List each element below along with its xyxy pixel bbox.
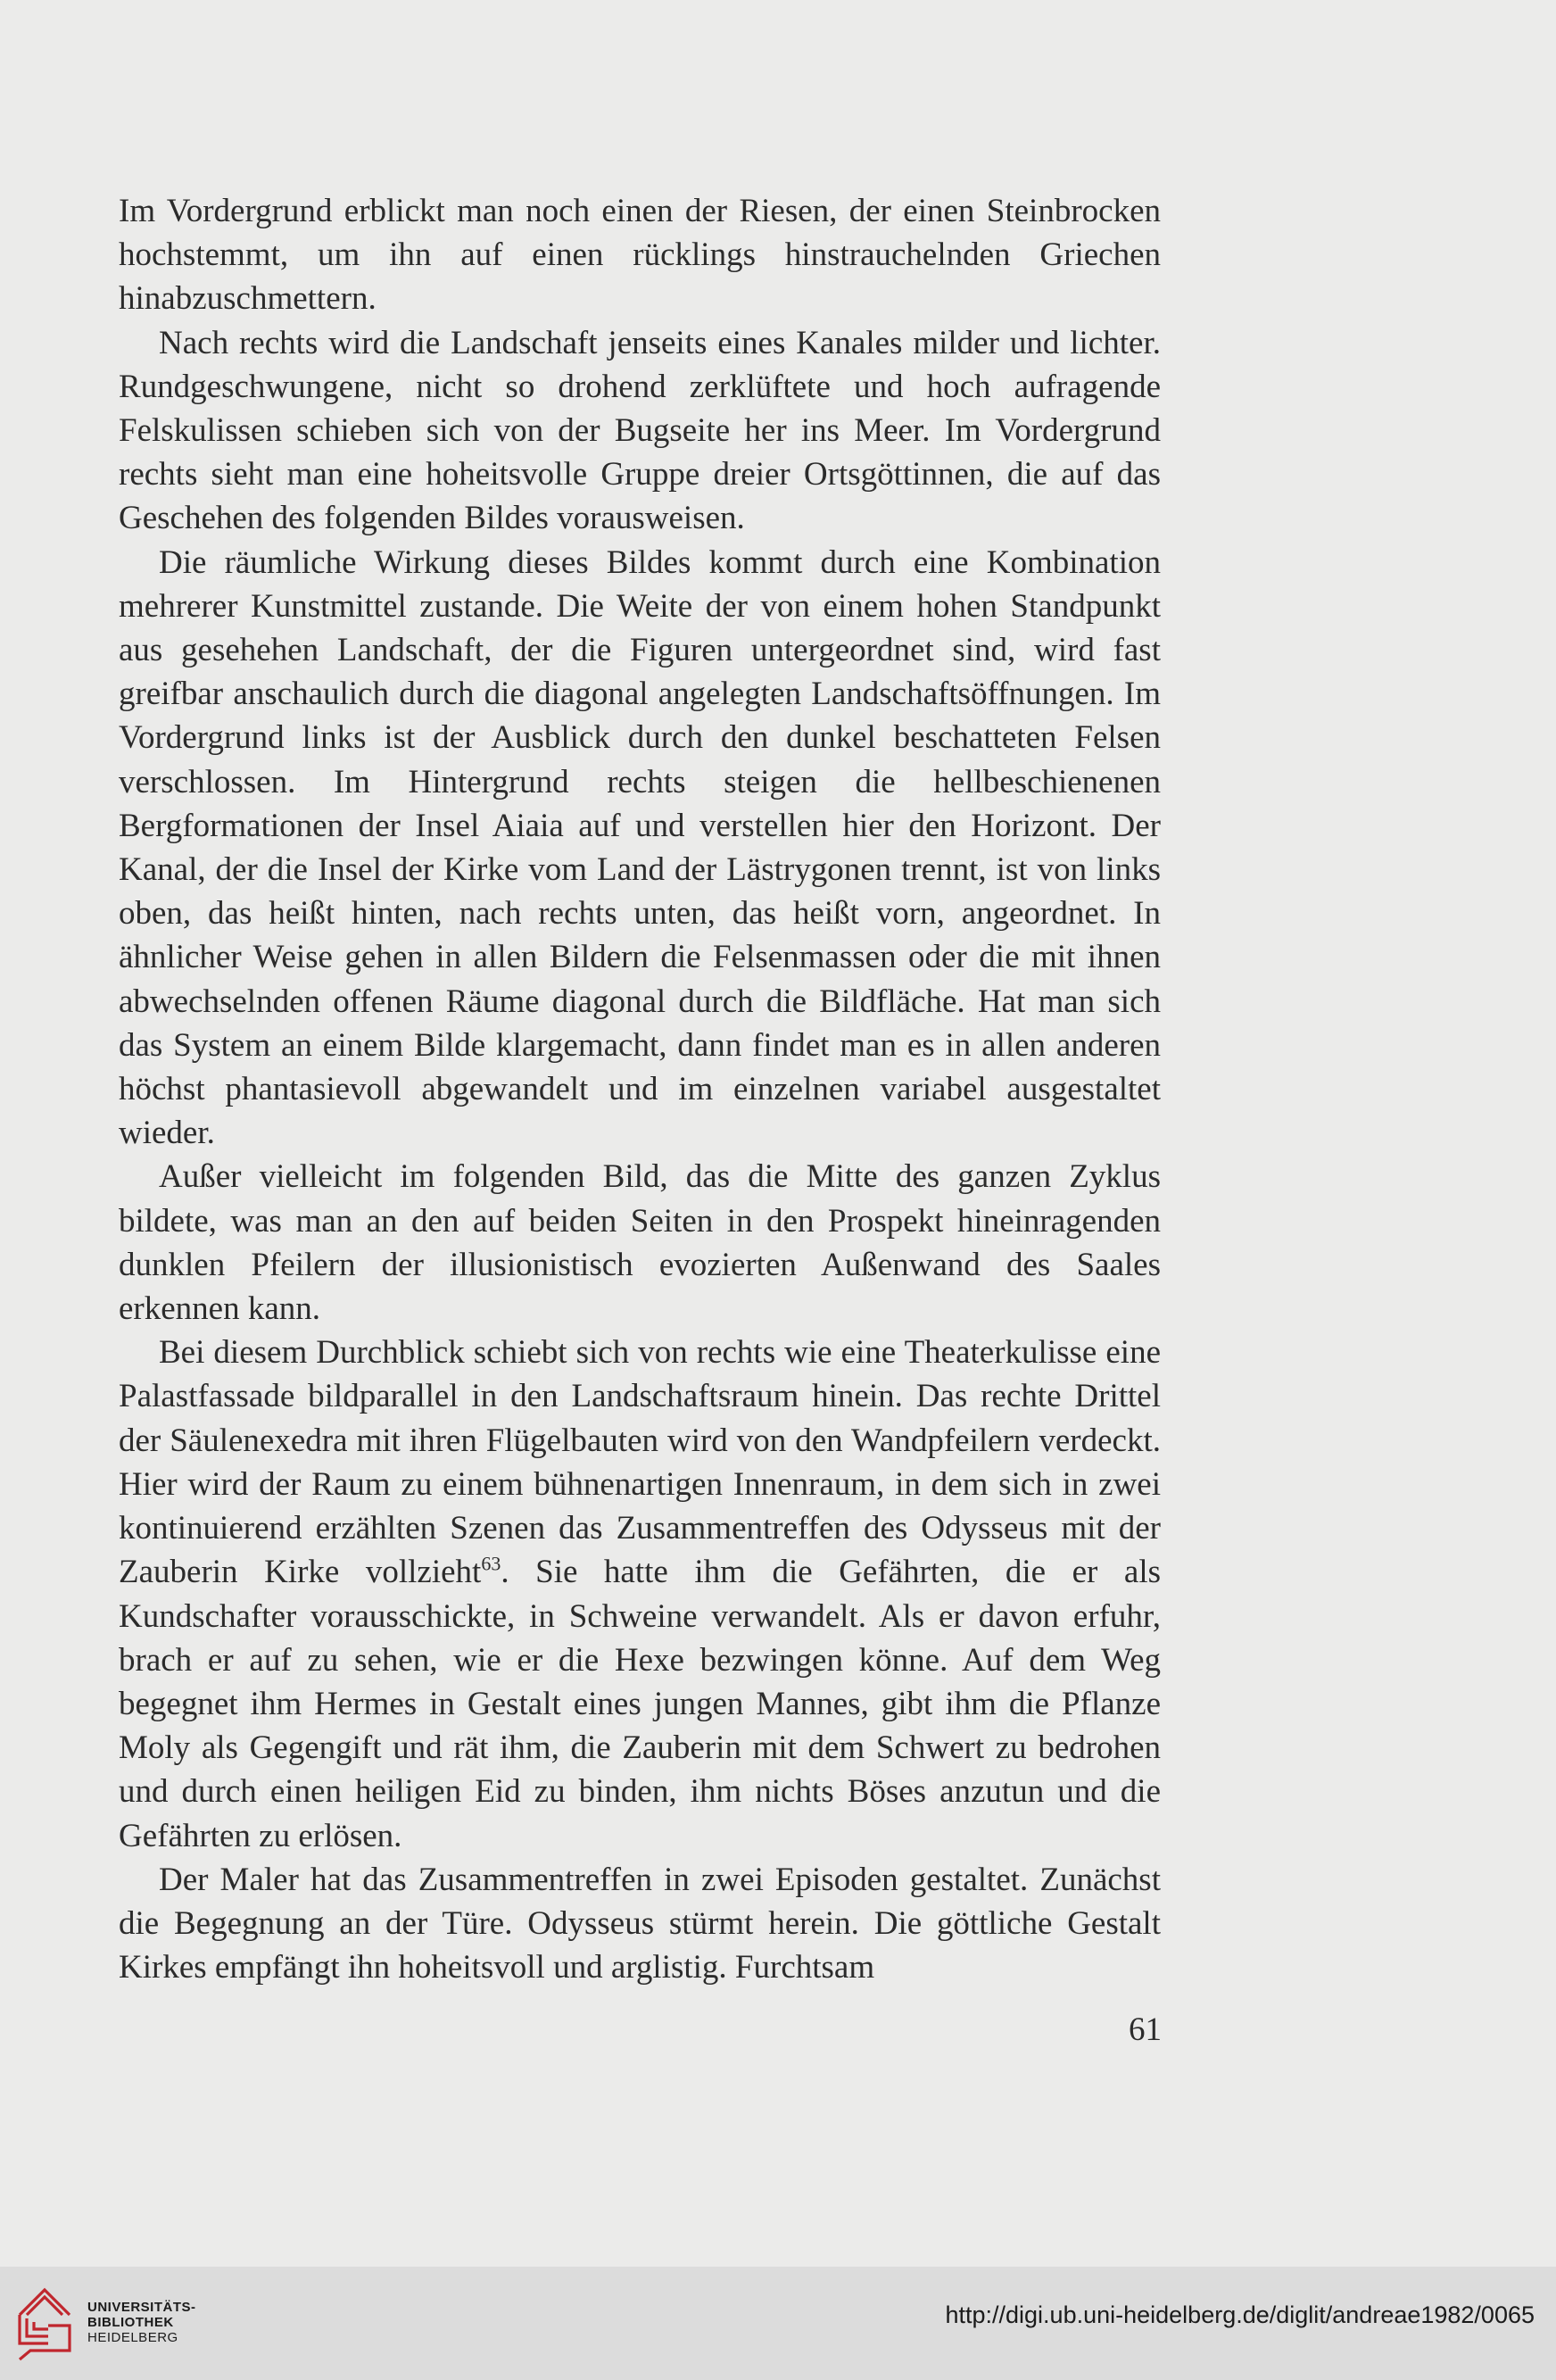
paragraph-5-text-after: . Sie hatte ihm die Gefährten, die er als Kundschafter vorausschickte, in Schweine verwandelt. Als er davon erfuhr, brach er auf zu sehen, wie er die Hexe bezwingen könne. Auf dem Weg begegnet ihm Hermes in Gestalt eines jungen Mannes, gibt ihm die Pflanze Moly als Gegengift und rät ihm, die Zauberin mit dem Schwert zu bedrohen und durch einen heiligen Eid zu binden, ihm nichts Böses anzutun und die Gefährten zu erlösen. bbox=[119, 1554, 1161, 1854]
logo-line-3: HEIDELBERG bbox=[87, 2330, 178, 2345]
page-number: 61 bbox=[1129, 2011, 1162, 2048]
footnote-reference[interactable]: 63 bbox=[481, 1552, 501, 1575]
paragraph-4: Außer vielleicht im folgenden Bild, das die Mitte des ganzen Zyklus bildete, was man an den auf beiden Seiten in den Prospekt hineinragenden dunklen Pfeilern der illusionistisch evozierten Außenwand des Saales erkennen kann. bbox=[119, 1158, 1161, 1328]
permalink-url[interactable]: http://digi.ub.uni-heidelberg.de/diglit/andreae1982/0065 bbox=[945, 2301, 1535, 2328]
paragraph-1: Im Vordergrund erblickt man noch einen der Riesen, der einen Steinbrocken hochstemmt, um ihn auf einen rücklings hinstrauchelnden Griechen hinabzuschmettern. bbox=[119, 193, 1161, 318]
paragraph-6: Der Maler hat das Zusammentreffen in zwei Episoden gestaltet. Zunächst die Begegnung an der Türe. Odysseus stürmt herein. Die göttliche Gestalt Kirkes empfängt ihn hoheitsvoll und arglistig. Furchtsam bbox=[119, 1861, 1161, 1986]
paragraph-2: Nach rechts wird die Landschaft jenseits eines Kanales milder und lichter. Rundgeschwungene, nicht so drohend zerklüftete und hoch aufragende Felskulissen schieben sich von der Bugseite her ins Meer. Im Vordergrund rechts sieht man eine hoheitsvolle Gruppe dreier Ortsgöttinnen, die auf das Geschehen des folgenden Bildes vorausweisen. bbox=[119, 324, 1161, 537]
library-logo-text bbox=[87, 2300, 196, 2345]
paragraph-5 bbox=[119, 1331, 1161, 1857]
logo-line-2: BIBLIOTHEK bbox=[87, 2315, 174, 2330]
paragraph-5-text-before: Bei diesem Durchblick schiebt sich von rechts wie eine Theaterkulisse eine Palastfassade bildparallel in den Landschaftsraum hinein. Das rechte Drittel der Säulenexedra mit ihren Flügelbauten wird von den Wandpfeilern verdeckt. Hier wird der Raum zu einem bühnenartigen Innenraum, in dem sich in zwei kontinuierend erzählten Szenen das Zusammentreffen des Odysseus mit der Zauberin Kirke vollzieht bbox=[119, 1334, 1161, 1591]
library-logo-icon bbox=[12, 2281, 77, 2361]
logo-line-1: UNIVERSITÄTS- bbox=[87, 2300, 196, 2315]
paragraph-3: Die räumliche Wirkung dieses Bildes kommt durch eine Kombination mehrerer Kunstmittel zustande. Die Weite der von einem hohen Standpunkt aus gesehehen Landschaft, der die Figuren untergeordnet sind, wird fast greifbar anschaulich durch die diagonal angelegten Landschaftsöffnungen. Im Vordergrund links ist der Ausblick durch den dunkel beschatteten Felsen verschlossen. Im Hintergrund rechts steigen die hellbeschienenen Bergformationen der Insel Aiaia auf und verstellen hier den Horizont. Der Kanal, der die Insel der Kirke vom Land der Lästrygonen trennt, ist von links oben, das heißt hinten, nach rechts unten, das heißt vorn, angeordnet. In ähnlicher Weise gehen in allen Bildern die Felsenmassen oder die mit ihnen abwechselnden offenen Räume diagonal durch die Bildfläche. Hat man sich das System an einem Bilde klargemacht, dann findet man es in allen anderen höchst phantasievoll abgewandelt und im einzelnen variabel ausgestaltet wieder. bbox=[119, 543, 1161, 1152]
body-text bbox=[119, 189, 1161, 1989]
